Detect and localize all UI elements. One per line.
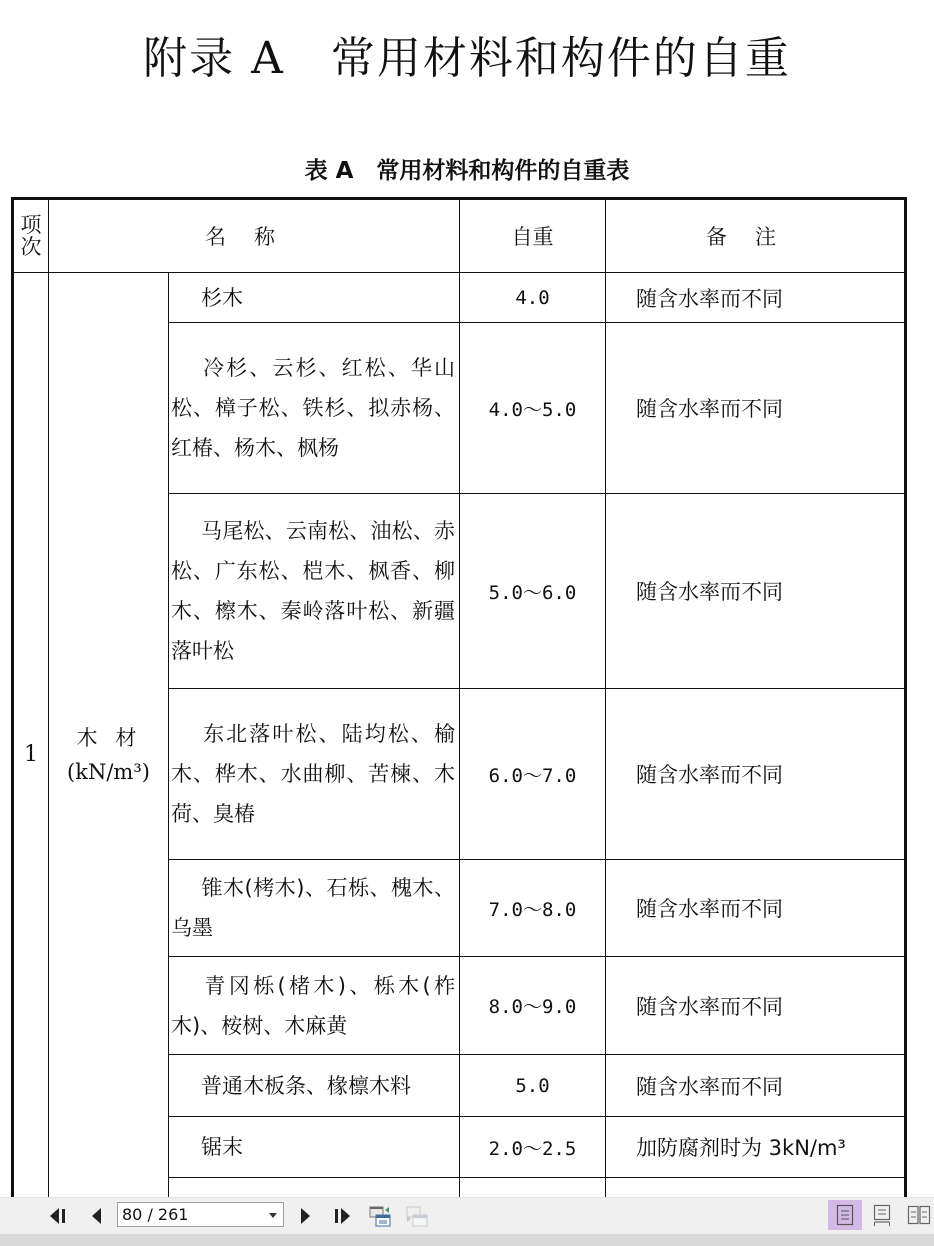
bottom-strip bbox=[0, 1234, 934, 1246]
material-weight: 4.0～5.0 bbox=[460, 323, 606, 494]
material-weight: 5.0～6.0 bbox=[460, 494, 606, 689]
material-note: 随含水率而不同 bbox=[606, 1055, 906, 1117]
header-note: 备注 bbox=[606, 199, 906, 273]
material-weight: 7.0～8.0 bbox=[460, 860, 606, 957]
material-note: 加防腐剂时为 3kN/m³ bbox=[606, 1117, 906, 1178]
two-page-view-button[interactable] bbox=[902, 1200, 934, 1230]
material-name: 杉木 bbox=[169, 273, 460, 323]
header-no: 项次 bbox=[13, 199, 49, 273]
appendix-title: 附录 A 常用材料和构件的自重 bbox=[143, 33, 791, 84]
last-page-button[interactable] bbox=[330, 1204, 354, 1228]
material-note: 随含水率而不同 bbox=[606, 494, 906, 689]
material-name: 普通木板条、椽檩木料 bbox=[169, 1055, 460, 1117]
next-page-button[interactable] bbox=[293, 1204, 317, 1228]
header-name: 名称 bbox=[49, 199, 460, 273]
material-note: 随含水率而不同 bbox=[606, 273, 906, 323]
pdf-navigation-toolbar bbox=[0, 1197, 934, 1234]
material-note: 随含水率而不同 bbox=[606, 957, 906, 1055]
weights-table bbox=[11, 197, 907, 1197]
category-unit: (kN/m³) bbox=[67, 759, 150, 784]
material-weight: 6.0～7.0 bbox=[460, 689, 606, 860]
next-view-button[interactable] bbox=[405, 1204, 429, 1228]
first-page-button[interactable] bbox=[47, 1204, 71, 1228]
material-note: 随含水率而不同 bbox=[606, 860, 906, 957]
previous-view-icon bbox=[368, 1204, 392, 1228]
item-number: 1 bbox=[13, 273, 49, 1198]
material-weight: 2.0～2.5 bbox=[460, 1117, 606, 1178]
previous-view-button[interactable] bbox=[368, 1204, 392, 1228]
last-page-icon bbox=[331, 1206, 353, 1226]
continuous-view-button[interactable] bbox=[865, 1200, 899, 1230]
single-page-icon bbox=[836, 1204, 854, 1226]
material-name: 青冈栎(楮木)、栎木(柞木)、桉树、木麻黄 bbox=[169, 957, 460, 1055]
material-name bbox=[169, 1178, 460, 1198]
prev-page-button[interactable] bbox=[85, 1204, 109, 1228]
material-note bbox=[606, 1178, 906, 1198]
continuous-page-icon bbox=[873, 1204, 891, 1226]
material-note: 随含水率而不同 bbox=[606, 323, 906, 494]
category-cell bbox=[49, 273, 169, 1198]
table-row bbox=[13, 273, 906, 323]
material-name: 东北落叶松、陆均松、榆木、桦木、水曲柳、苦楝、木荷、臭椿 bbox=[169, 689, 460, 860]
material-weight: 4.0 bbox=[460, 273, 606, 323]
chevron-down-icon bbox=[269, 1213, 277, 1218]
material-name: 马尾松、云南松、油松、赤松、广东松、桤木、枫香、柳木、檫木、秦岭落叶松、新疆落叶松 bbox=[169, 494, 460, 689]
material-weight: 8.0～9.0 bbox=[460, 957, 606, 1055]
first-page-icon bbox=[48, 1206, 70, 1226]
next-page-icon bbox=[297, 1206, 313, 1226]
table-header-row bbox=[13, 199, 906, 273]
material-note: 随含水率而不同 bbox=[606, 689, 906, 860]
single-page-view-button[interactable] bbox=[828, 1200, 862, 1230]
material-name: 锯末 bbox=[169, 1117, 460, 1178]
category-name: 木材 bbox=[76, 725, 155, 750]
material-name: 锥木(栲木)、石栎、槐木、乌墨 bbox=[169, 860, 460, 957]
page-number-dropdown[interactable] bbox=[117, 1202, 284, 1227]
page-indicator: 80 / 261 bbox=[122, 1205, 189, 1224]
table-caption: 表 A 常用材料和构件的自重表 bbox=[304, 158, 630, 184]
two-page-icon bbox=[907, 1204, 931, 1226]
header-weight: 自重 bbox=[460, 199, 606, 273]
material-weight: 5.0 bbox=[460, 1055, 606, 1117]
material-weight bbox=[460, 1178, 606, 1198]
next-view-icon bbox=[405, 1204, 429, 1228]
material-name: 冷杉、云杉、红松、华山松、樟子松、铁杉、拟赤杨、红椿、杨木、枫杨 bbox=[169, 323, 460, 494]
prev-page-icon bbox=[89, 1206, 105, 1226]
